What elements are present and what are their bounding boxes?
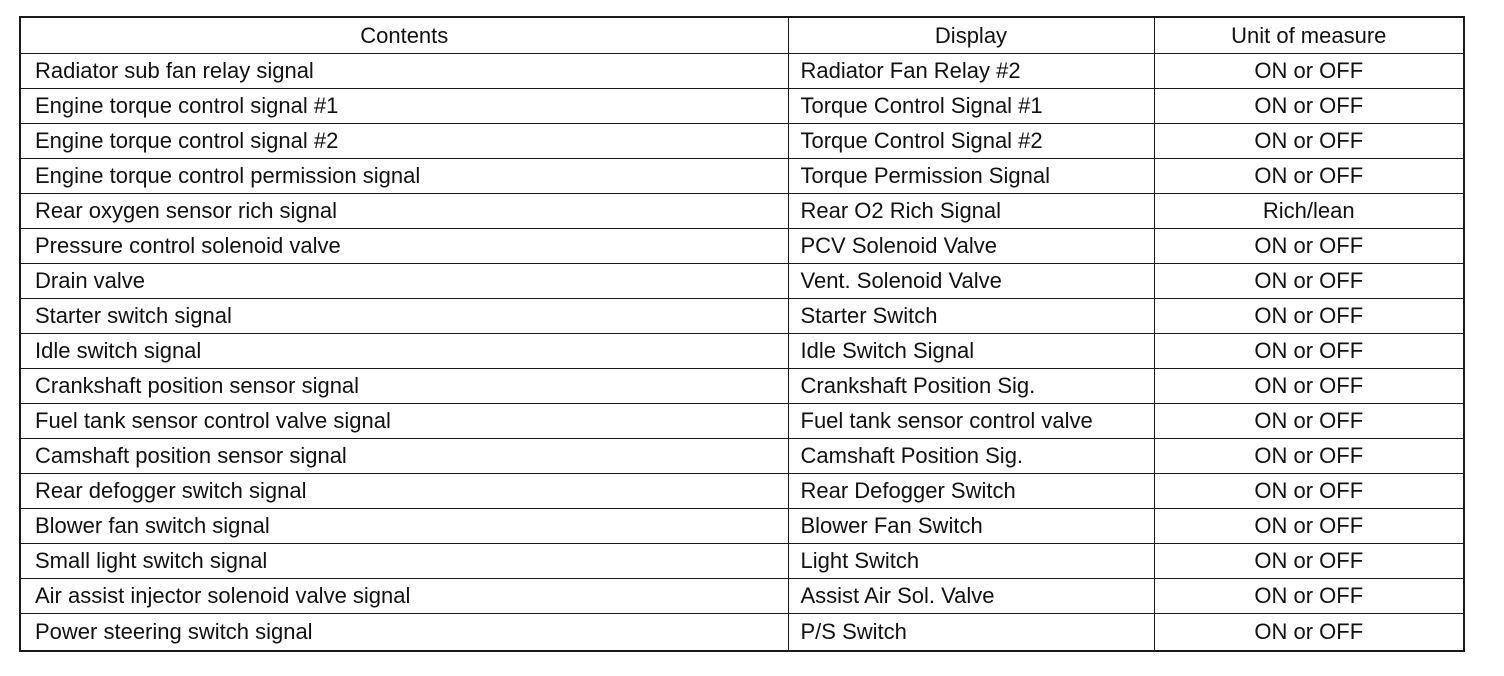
display-cell: P/S Switch	[788, 614, 1154, 652]
contents-cell: Idle switch signal	[20, 334, 788, 369]
table-row	[20, 579, 1464, 614]
unit-cell: ON or OFF	[1154, 614, 1464, 652]
table-row	[20, 89, 1464, 124]
unit-cell: ON or OFF	[1154, 229, 1464, 264]
contents-cell: Engine torque control signal #1	[20, 89, 788, 124]
contents-cell: Fuel tank sensor control valve signal	[20, 404, 788, 439]
table-row	[20, 334, 1464, 369]
contents-cell: Power steering switch signal	[20, 614, 788, 652]
display-cell: Starter Switch	[788, 299, 1154, 334]
display-cell: Blower Fan Switch	[788, 509, 1154, 544]
display-cell: Vent. Solenoid Valve	[788, 264, 1154, 299]
header-row	[20, 17, 1464, 54]
contents-cell: Pressure control solenoid valve	[20, 229, 788, 264]
display-cell: Idle Switch Signal	[788, 334, 1154, 369]
display-cell: Assist Air Sol. Valve	[788, 579, 1154, 614]
contents-cell: Small light switch signal	[20, 544, 788, 579]
unit-cell: ON or OFF	[1154, 369, 1464, 404]
unit-cell: ON or OFF	[1154, 124, 1464, 159]
table-header	[20, 17, 1464, 54]
table-row	[20, 544, 1464, 579]
header-contents: Contents	[20, 17, 788, 54]
table-row	[20, 54, 1464, 89]
unit-cell: ON or OFF	[1154, 334, 1464, 369]
table-row	[20, 509, 1464, 544]
contents-cell: Camshaft position sensor signal	[20, 439, 788, 474]
contents-cell: Drain valve	[20, 264, 788, 299]
contents-cell: Crankshaft position sensor signal	[20, 369, 788, 404]
display-cell: Torque Control Signal #2	[788, 124, 1154, 159]
signal-table	[19, 16, 1465, 652]
unit-cell: ON or OFF	[1154, 579, 1464, 614]
display-cell: PCV Solenoid Valve	[788, 229, 1154, 264]
unit-cell: ON or OFF	[1154, 159, 1464, 194]
unit-cell: Rich/lean	[1154, 194, 1464, 229]
table-row	[20, 614, 1464, 652]
unit-cell: ON or OFF	[1154, 439, 1464, 474]
table-row	[20, 124, 1464, 159]
contents-cell: Radiator sub fan relay signal	[20, 54, 788, 89]
contents-cell: Rear defogger switch signal	[20, 474, 788, 509]
unit-cell: ON or OFF	[1154, 264, 1464, 299]
unit-cell: ON or OFF	[1154, 299, 1464, 334]
table-row	[20, 369, 1464, 404]
contents-cell: Starter switch signal	[20, 299, 788, 334]
unit-cell: ON or OFF	[1154, 54, 1464, 89]
unit-cell: ON or OFF	[1154, 89, 1464, 124]
table-row	[20, 439, 1464, 474]
display-cell: Radiator Fan Relay #2	[788, 54, 1154, 89]
unit-cell: ON or OFF	[1154, 474, 1464, 509]
display-cell: Crankshaft Position Sig.	[788, 369, 1154, 404]
contents-cell: Air assist injector solenoid valve signal	[20, 579, 788, 614]
contents-cell: Engine torque control permission signal	[20, 159, 788, 194]
display-cell: Torque Control Signal #1	[788, 89, 1154, 124]
unit-cell: ON or OFF	[1154, 404, 1464, 439]
table-row	[20, 194, 1464, 229]
unit-cell: ON or OFF	[1154, 509, 1464, 544]
table-row	[20, 264, 1464, 299]
display-cell: Rear Defogger Switch	[788, 474, 1154, 509]
display-cell: Camshaft Position Sig.	[788, 439, 1154, 474]
table-row	[20, 404, 1464, 439]
display-cell: Torque Permission Signal	[788, 159, 1154, 194]
table-row	[20, 299, 1464, 334]
table-body	[20, 54, 1464, 652]
unit-cell: ON or OFF	[1154, 544, 1464, 579]
contents-cell: Rear oxygen sensor rich signal	[20, 194, 788, 229]
table-row	[20, 474, 1464, 509]
contents-cell: Engine torque control signal #2	[20, 124, 788, 159]
header-unit: Unit of measure	[1154, 17, 1464, 54]
table-row	[20, 159, 1464, 194]
document-sheet	[19, 16, 1463, 652]
display-cell: Rear O2 Rich Signal	[788, 194, 1154, 229]
display-cell: Fuel tank sensor control valve	[788, 404, 1154, 439]
contents-cell: Blower fan switch signal	[20, 509, 788, 544]
table-row	[20, 229, 1464, 264]
header-display: Display	[788, 17, 1154, 54]
display-cell: Light Switch	[788, 544, 1154, 579]
